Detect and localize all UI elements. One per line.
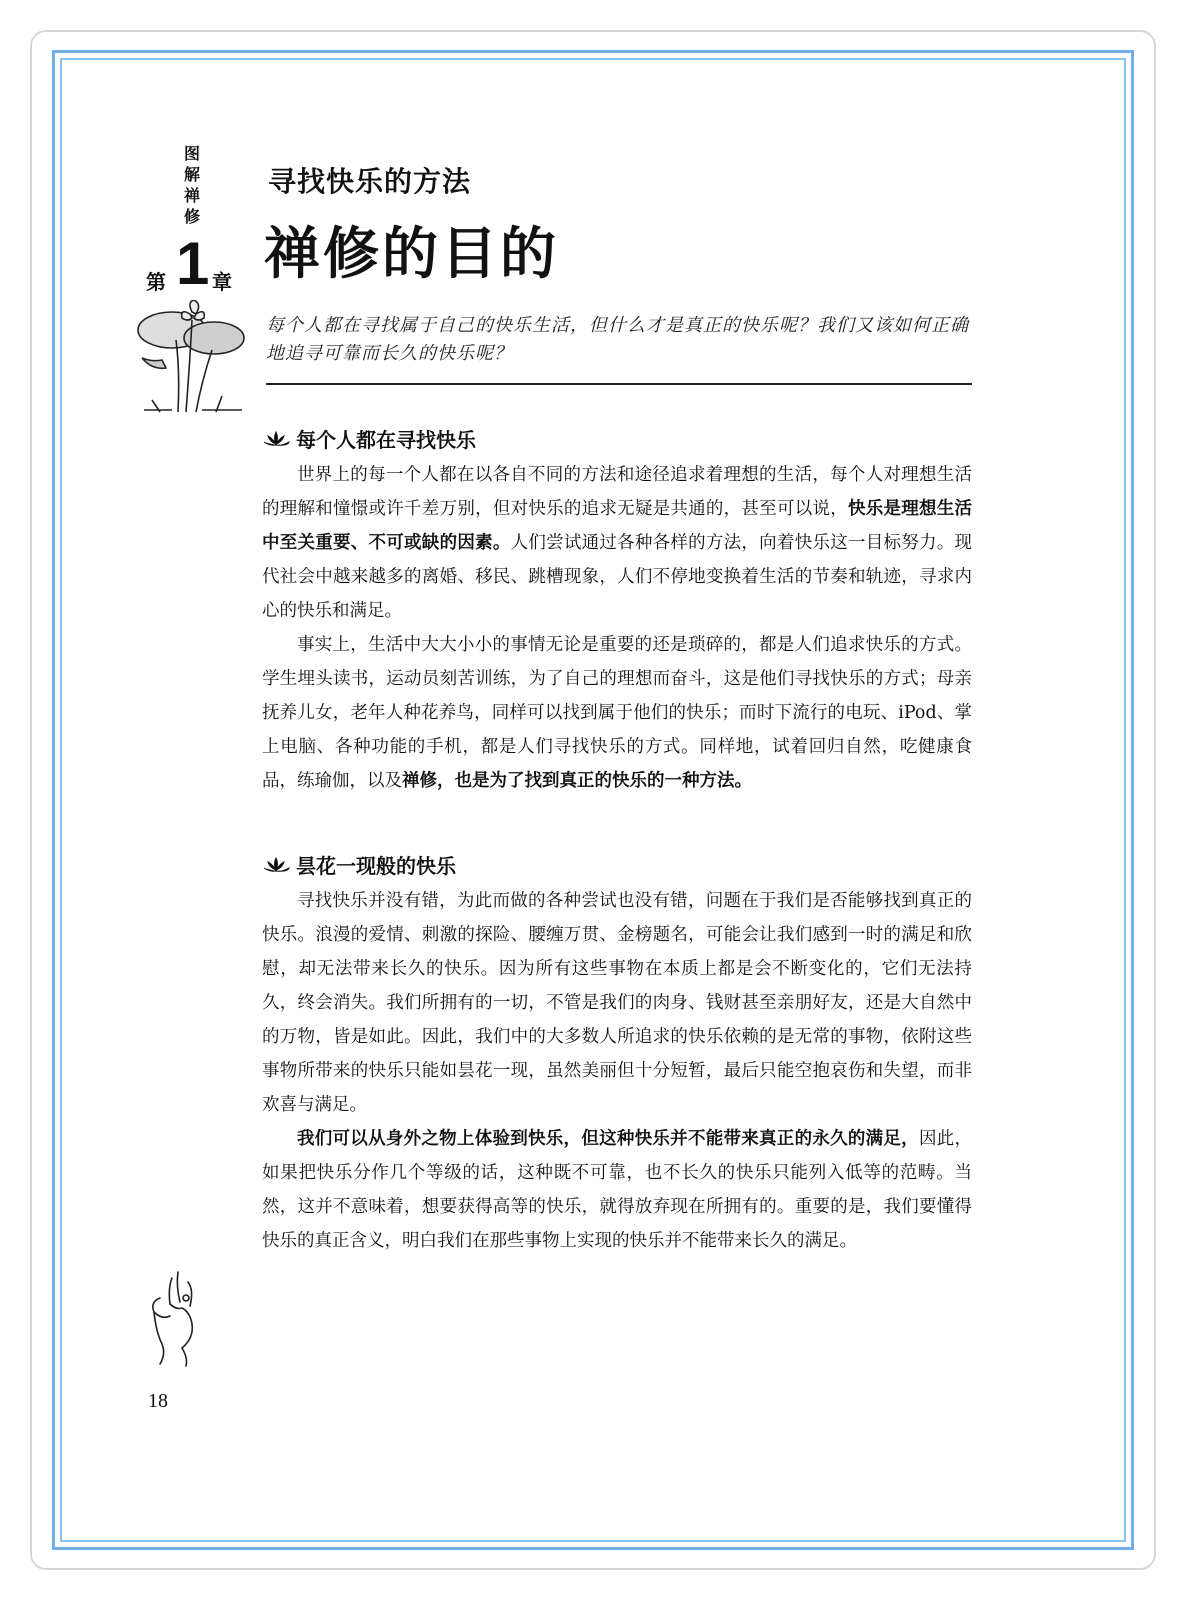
paragraph [262,1122,972,1258]
section-heading-1 [262,424,476,453]
hand-mudra-illustration-icon [142,1268,222,1368]
lotus-illustration-icon [132,300,250,418]
paragraph-emphasis: 我们可以从身外之物上体验到快乐，但这种快乐并不能带来真正的永久的满足， [297,1129,919,1149]
paragraph-text: 人们尝试通过各种各样的方法，向着快乐这一目标努力。现代社会中越来越多的离婚、移民、跳槽现象，人们不停地变换着生活的节奏和轨迹，寻求内心的快乐和满足。 [262,533,973,621]
chapter-number: 1 [176,230,210,297]
paragraph-text: 因此，如果把快乐分作几个等级的话，这种既不可靠，也不长久的快乐只能列入低等的范畴。当然，这并不意味着，想要获得高等的快乐，就得放弃现在所拥有的。重要的是，我们要懂得快乐的真正含义，明白我们在那些事物上实现的快乐并不能带来长久的满足。 [262,1129,973,1251]
intro-text: 每个人都在寻找属于自己的快乐生活，但什么才是真正的快乐呢？我们又该如何正确地追寻可靠而长久的快乐呢？ [266,315,969,364]
paragraph-emphasis: 禅修，也是为了找到真正的快乐的一种方法。 [402,771,752,791]
paragraph [262,884,972,1122]
section-2-body [262,884,972,1258]
chapter-marker [142,230,242,300]
paragraph-text: 世界上的每一个人都在以各自不同的方法和途径追求着理想的生活，每个人对理想生活的理解和憧憬或许千差万别，但对快乐的追求无疑是共通的，甚至可以说， [262,465,972,519]
series-label: 图解禅修 [183,144,200,226]
paragraph [262,458,972,628]
chapter-suffix: 章 [212,270,232,294]
page-number: 18 [148,1390,168,1412]
section-heading-2 [262,850,456,879]
section-kicker: 寻找快乐的方法 [268,165,472,198]
intro-divider [266,383,972,385]
lotus-bullet-icon [262,856,290,874]
section-1-body [262,458,972,798]
section-heading-2-text: 昙花一现般的快乐 [296,854,456,878]
chapter-prefix: 第 [146,270,166,294]
paragraph-emphasis: 快乐是理想生活中至关重要、不可或缺的因素。 [262,499,973,553]
page-title: 禅修的目的 [264,222,559,287]
paragraph-text: 寻找快乐并没有错，为此而做的各种尝试也没有错，问题在于我们是否能够找到真正的快乐。浪漫的爱情、刺激的探险、腰缠万贯、金榜题名，可能会让我们感到一时的满足和欣慰，却无法带来长久的快乐。因为所有这些事物在本质上都是会不断变化的，它们无法持久，终会消失。我们所拥有的一切，不管是我们的肉身、钱财甚至亲朋好友，还是大自然中的万物，皆是如此。因此，我们中的大多数人所追求的快乐依赖的是无常的事物，依附这些事物所带来的快乐只能如昙花一现，虽然美丽但十分短暂，最后只能空抱哀伤和失望，而非欢喜与满足。 [262,891,972,1115]
paragraph [262,628,972,798]
section-heading-1-text: 每个人都在寻找快乐 [296,428,476,452]
paragraph-text: 事实上，生活中大大小小的事情无论是重要的还是琐碎的，都是人们追求快乐的方式。学生埋头读书，运动员刻苦训练，为了自己的理想而奋斗，这是他们寻找快乐的方式；母亲抚养儿女，老年人种花养鸟，同样可以找到属于他们的快乐；而时下流行的电玩、iPod、掌上电脑、各种功能的手机，都是人们寻找快乐的方式。同样地，试着回归自然，吃健康食品，练瑜伽，以及 [262,635,972,791]
lotus-bullet-icon [262,430,290,448]
